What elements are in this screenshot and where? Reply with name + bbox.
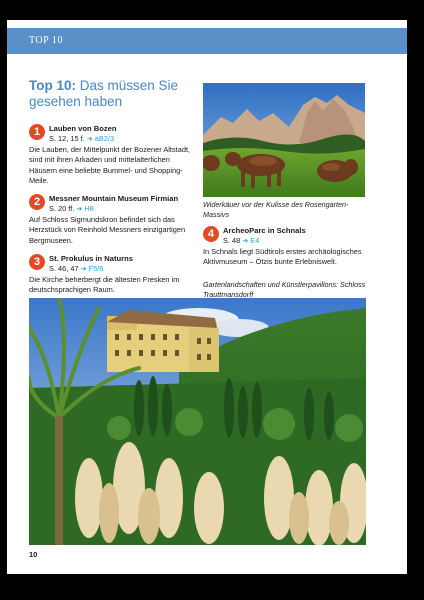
entry-title: St. Prokulus in Naturns <box>49 254 133 264</box>
map-arrow-icon: ➜ <box>242 237 249 245</box>
entry-title: Lauben von Bozen <box>49 124 117 133</box>
entry-title: Messner Mountain Museum Firmian <box>49 194 179 204</box>
number-badge: 1 <box>29 124 45 140</box>
castle-garden-photo <box>29 298 366 545</box>
page-ref: S. 48 <box>223 235 241 245</box>
page-ref: S. 46, 47 <box>49 263 79 273</box>
caption-cows: Widerkäuer vor der Kulisse des Rosengarten-Massivs <box>203 200 349 219</box>
page-ref: S. 12, 15 f. <box>49 133 85 143</box>
entry-title: ArcheoParc in Schnals <box>223 226 306 235</box>
entry-text: Auf Schloss Sigmundskron befindet sich das Herzstück von Reinhold Messners einzigartigen Bergmuseen. <box>29 215 186 245</box>
number-badge: 2 <box>29 194 45 210</box>
left-column <box>29 78 197 304</box>
entry-4 <box>203 226 367 268</box>
section-label: TOP 10 <box>29 35 63 46</box>
page-number: 10 <box>29 550 38 559</box>
map-grid-ref: E4 <box>250 235 260 245</box>
entry-reference <box>49 134 197 145</box>
map-grid-ref: H8 <box>84 203 94 213</box>
number-badge: 4 <box>203 226 219 242</box>
entry-reference <box>223 236 367 247</box>
number-badge: 3 <box>29 254 45 270</box>
map-grid-ref: aB2/3 <box>94 133 115 143</box>
entry-text: Die Lauben, der Mittelpunkt der Bozener Altstadt, sind mit ihren Arkaden und mittelalterlichen Häusern eine beliebte Bummel- und Shopping-Meile. <box>29 145 191 185</box>
title-prefix: Top 10: <box>29 78 76 93</box>
caption-garden: Gartenlandschaften und Künstlerpavillons: Schloss Trauttmansdorff <box>203 280 366 299</box>
entry-2 <box>29 194 197 246</box>
page-title <box>29 78 197 110</box>
entry-text: In Schnals liegt Südtirols erstes archäologisches Aktivmuseum – Ötzis bunte Erlebniswelt. <box>203 247 362 267</box>
page-ref: S. 20 ff. <box>49 203 75 213</box>
entry-reference <box>49 204 197 215</box>
entry-text: Die Kirche beherbergt die ältesten Fresken im deutschsprachigen Raum. <box>29 275 180 295</box>
guidebook-page <box>7 20 407 574</box>
cows-mountain-photo <box>203 83 365 197</box>
title-rest: Das müssen Sie gesehen haben <box>29 78 179 109</box>
map-arrow-icon: ➜ <box>76 205 83 213</box>
map-arrow-icon: ➜ <box>86 135 93 143</box>
entry-3 <box>29 254 197 296</box>
header-band <box>7 28 407 54</box>
map-grid-ref: F5/6 <box>88 263 104 273</box>
map-arrow-icon: ➜ <box>80 265 87 273</box>
entry-1 <box>29 124 197 186</box>
entry-reference <box>49 264 197 275</box>
